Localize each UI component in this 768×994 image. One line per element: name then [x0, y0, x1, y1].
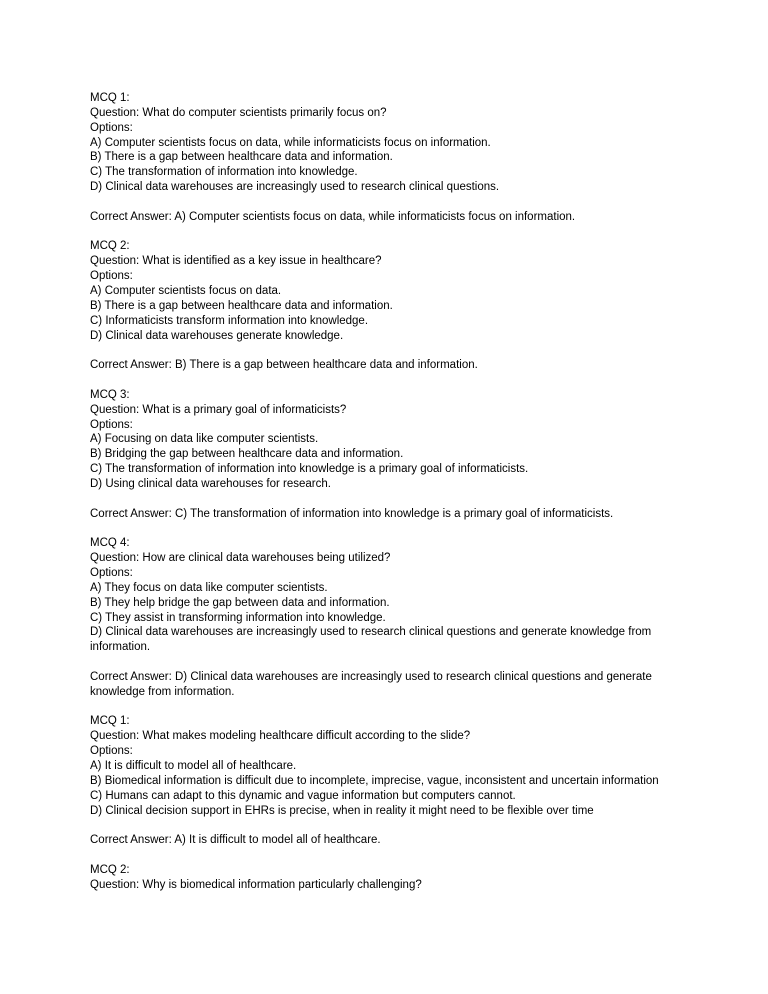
question-line: Question: What is identified as a key issue in healthcare? [90, 255, 382, 268]
question-line: Question: What is a primary goal of informaticists? [90, 403, 347, 416]
option-line-c: C) Informaticists transform information into knowledge. [90, 314, 369, 327]
blank-line [90, 818, 680, 833]
option-line-d: D) Clinical data warehouses are increasingly used to research clinical questions and generate knowledge from information. [90, 626, 652, 654]
blank-line [90, 848, 680, 863]
mcq-block [90, 388, 680, 536]
question-line: Question: Why is biomedical information particularly challenging? [90, 878, 422, 891]
option-line-c: C) They assist in transforming information into knowledge. [90, 611, 386, 624]
option-line-d: D) Clinical data warehouses generate knowledge. [90, 329, 344, 342]
option-line-a: A) Focusing on data like computer scientists. [90, 433, 319, 446]
correct-answer-line: Correct Answer: A) Computer scientists focus on data, while informaticists focus on information. [90, 210, 576, 223]
blank-line [90, 655, 680, 670]
mcq-heading: MCQ 1: [90, 92, 130, 104]
option-line-a: A) Computer scientists focus on data, while informaticists focus on information. [90, 136, 491, 149]
correct-answer-line: Correct Answer: C) The transformation of information into knowledge is a primary goal of informaticists. [90, 507, 614, 520]
mcq-block [90, 91, 680, 239]
option-line-d: D) Clinical decision support in EHRs is precise, when in reality it might need to be flexible over time [90, 804, 594, 817]
option-line-c: C) Humans can adapt to this dynamic and vague information but computers cannot. [90, 789, 516, 802]
mcq-heading: MCQ 1: [90, 715, 130, 728]
blank-line [90, 343, 680, 358]
blank-line [90, 521, 680, 536]
blank-line [90, 373, 680, 388]
options-label: Options: [90, 745, 133, 758]
question-line: Question: How are clinical data warehouses being utilized? [90, 552, 391, 565]
option-line-d: D) Using clinical data warehouses for research. [90, 477, 331, 490]
option-line-c: C) The transformation of information into knowledge is a primary goal of informaticists. [90, 463, 529, 476]
option-line-c: C) The transformation of information into knowledge. [90, 166, 358, 179]
mcq-block [90, 536, 680, 714]
option-line-a: A) It is difficult to model all of healthcare. [90, 759, 297, 772]
option-line-b: B) Biomedical information is difficult due to incomplete, imprecise, vague, inconsistent and uncertain information [90, 774, 659, 787]
option-line-a: A) They focus on data like computer scientists. [90, 581, 328, 594]
options-label: Options: [90, 270, 133, 283]
blank-line [90, 195, 680, 210]
correct-answer-line: Correct Answer: D) Clinical data warehouses are increasingly used to research clinical questions and generate knowledge from information. [90, 670, 652, 698]
blank-line [90, 492, 680, 507]
mcq-heading: MCQ 4: [90, 537, 130, 550]
question-line: Question: What do computer scientists primarily focus on? [90, 106, 387, 119]
mcq-heading: MCQ 2: [90, 863, 130, 876]
options-label: Options: [90, 121, 133, 134]
document-body [90, 91, 680, 893]
mcq-block [90, 239, 680, 387]
option-line-b: B) There is a gap between healthcare data and information. [90, 299, 393, 312]
options-label: Options: [90, 567, 133, 579]
option-line-a: A) Computer scientists focus on data. [90, 284, 282, 297]
mcq-block [90, 714, 680, 862]
mcq-heading: MCQ 2: [90, 240, 130, 253]
option-line-b: B) There is a gap between healthcare data and information. [90, 151, 393, 164]
correct-answer-line: Correct Answer: B) There is a gap between healthcare data and information. [90, 359, 478, 372]
blank-line [90, 700, 680, 715]
question-line: Question: What makes modeling healthcare difficult according to the slide? [90, 730, 471, 743]
mcq-block [90, 863, 680, 893]
option-line-d: D) Clinical data warehouses are increasingly used to research clinical questions. [90, 181, 500, 194]
correct-answer-line: Correct Answer: A) It is difficult to model all of healthcare. [90, 834, 381, 847]
option-line-b: B) Bridging the gap between healthcare data and information. [90, 448, 404, 461]
blank-line [90, 225, 680, 240]
options-label: Options: [90, 418, 133, 431]
mcq-heading: MCQ 3: [90, 388, 130, 401]
option-line-b: B) They help bridge the gap between data and information. [90, 596, 390, 609]
